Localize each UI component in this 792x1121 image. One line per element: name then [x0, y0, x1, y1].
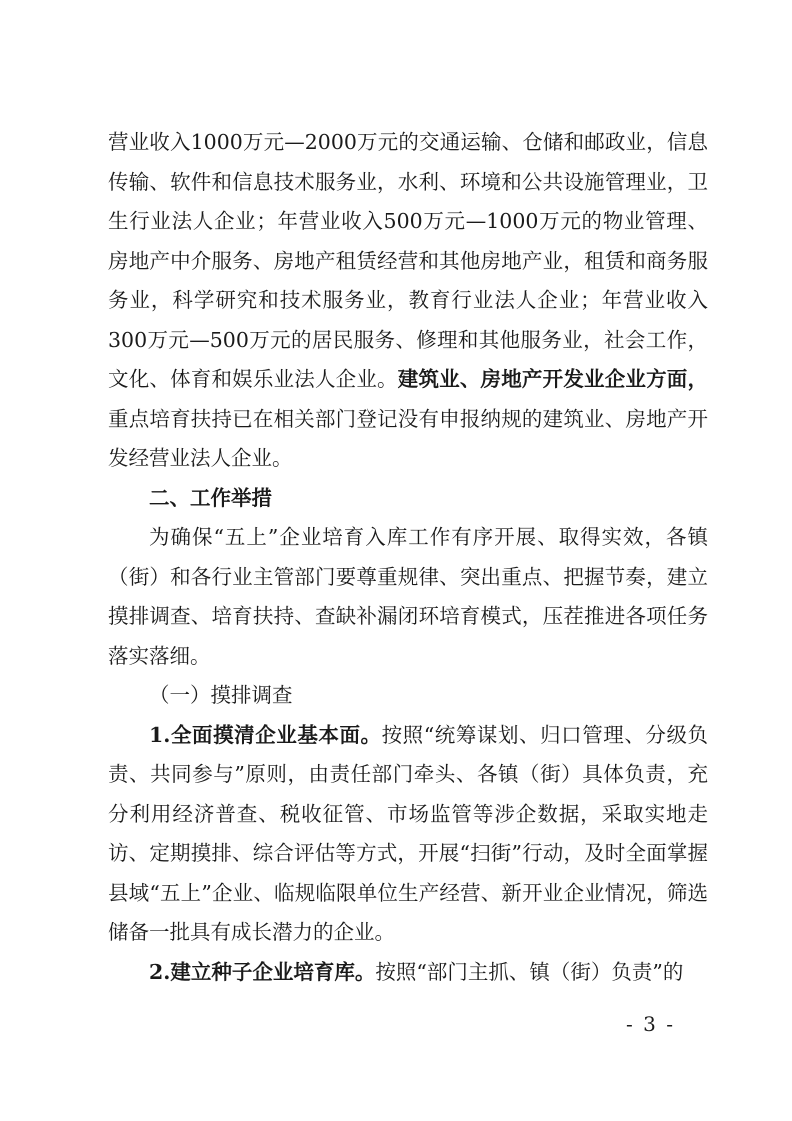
item-2-lead: 2.建立种子企业培育库。 [149, 959, 376, 984]
paragraph-industry-thresholds [108, 123, 708, 479]
paragraph-intro-measures: 为确保“五上”企业培育入库工作有序开展、取得实效，各镇（街）和各行业主管部门要尊重规律、突出重点、把握节奏，建立摸排调查、培育扶持、查缺补漏闭环培育模式，压茬推进各项任务落实落细。 [108, 525, 708, 668]
item-2-text: 按照“部门主抓、镇（街）负责”的 [375, 959, 684, 984]
paragraph-text: 营业收入1000万元—2000万元的交通运输、仓储和邮政业，信息传输、软件和信息技术服务业，水利、环境和公共设施管理业，卫生行业法人企业；年营业收入500万元—1000万元的物业管理、房地产中介服务、房地产租赁经营和其他房地产业，租赁和商务服务业，科学研究和技术服务业，教育行业法人企业；年营业收入300万元—500万元的居民服务、修理和其他服务业，社会工作，文化、体育和娱乐业法人企业。 [108, 130, 708, 391]
document-body [108, 123, 708, 992]
item-1-lead: 1.全面摸清企业基本面。 [149, 722, 382, 747]
paragraph-text: 重点培育扶持已在相关部门登记没有申报纳规的建筑业、房地产开发经营业法人企业。 [108, 406, 708, 470]
page-number: - 3 - [626, 1012, 675, 1036]
item-1-text: 按照“统筹谋划、归口管理、分级负责、共同参与”原则，由责任部门牵头、各镇（街）具体负责，充分利用经济普查、税收征管、市场监管等涉企数据，采取实地走访、定期摸排、综合评估等方式，开展“扫街”行动，及时全面掌握县域“五上”企业、临规临限单位生产经营、新开业企业情况，筛选储备一批具有成长潜力的企业。 [108, 722, 709, 944]
bold-lead-construction: 建筑业、房地产开发业企业方面， [397, 367, 708, 391]
item-1-paragraph [108, 716, 708, 953]
item-2-paragraph [108, 953, 708, 993]
section-heading-work-measures: 二、工作举措 [149, 485, 272, 510]
subsection-heading-survey: （一）摸排调查 [149, 683, 293, 707]
